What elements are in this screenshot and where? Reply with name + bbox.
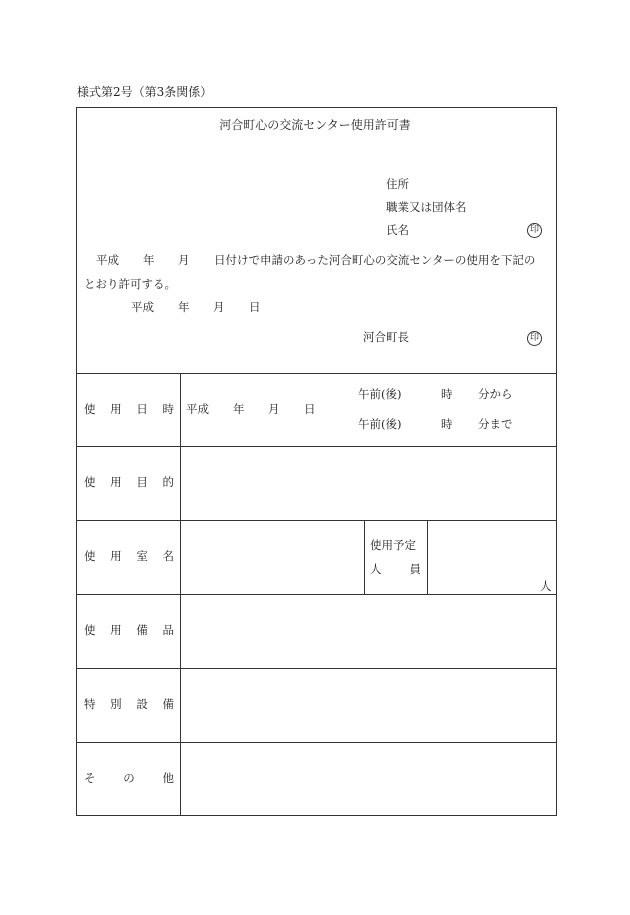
label-char: 別: [110, 697, 122, 711]
label-char: 特: [84, 697, 96, 711]
page-title: 河合町心の交流センター使用許可書: [219, 118, 411, 132]
label-char: の: [123, 771, 135, 785]
address-label: 住所: [386, 177, 409, 191]
table-divider-4: [76, 594, 557, 595]
body-year-unit: 年: [143, 253, 155, 267]
row-label-purpose: [84, 477, 174, 489]
table-divider-2: [76, 446, 557, 447]
row-label-special: [84, 699, 174, 711]
usage-day: 日: [304, 402, 316, 416]
start-hour: 時: [441, 387, 453, 401]
label-char: 室: [136, 549, 148, 563]
label-char: 目: [136, 475, 148, 489]
label-char: 設: [136, 697, 148, 711]
label-char: 使: [84, 623, 96, 637]
form-number: 様式第2号（第3条関係）: [77, 85, 213, 99]
table-divider-1: [76, 373, 557, 374]
label-char: 用: [110, 549, 122, 563]
label-char: 名: [162, 549, 174, 563]
issuer-seal: 印: [527, 331, 542, 346]
usage-era: 平成: [186, 402, 209, 416]
issue-year: 年: [178, 300, 190, 314]
people-unit: 人: [540, 579, 552, 593]
label-column-divider: [180, 373, 181, 816]
row-label-room: [84, 551, 174, 563]
label-char: 日: [136, 402, 148, 416]
label-char: 員: [409, 562, 421, 576]
end-ampm: 午前(後): [358, 417, 402, 431]
row-label-other: [84, 773, 174, 785]
label-char: そ: [84, 771, 96, 785]
label-char: 用: [110, 475, 122, 489]
room-divider-left: [364, 520, 365, 594]
label-char: 時: [162, 402, 174, 416]
usage-year: 年: [233, 402, 245, 416]
body-text-line1: 日付けで申請のあった河合町心の交流センターの使用を下記の: [214, 253, 536, 267]
end-hour: 時: [441, 417, 453, 431]
issue-month: 月: [213, 300, 225, 314]
body-month-unit: 月: [178, 253, 190, 267]
planned-people-label-2: [370, 564, 421, 576]
label-char: 的: [162, 475, 174, 489]
body-era: 平成: [96, 253, 119, 267]
row-label-equipment: [84, 625, 174, 637]
usage-month: 月: [268, 402, 280, 416]
start-ampm: 午前(後): [358, 387, 402, 401]
start-minute: 分から: [478, 387, 513, 401]
occupation-label: 職業又は団体名: [386, 200, 467, 214]
body-text-line2: とおり許可する。: [84, 277, 176, 291]
row-label-usage-datetime: [84, 404, 174, 416]
label-char: 備: [136, 623, 148, 637]
label-char: 用: [110, 623, 122, 637]
planned-people-label: 使用予定: [370, 538, 416, 552]
label-char: 人: [370, 562, 382, 576]
label-char: 品: [162, 623, 174, 637]
issue-era: 平成: [131, 300, 154, 314]
issue-day: 日: [249, 300, 261, 314]
table-divider-5: [76, 668, 557, 669]
label-char: 使: [84, 549, 96, 563]
room-divider-right: [427, 520, 428, 594]
applicant-seal: 印: [527, 223, 542, 238]
table-divider-6: [76, 742, 557, 743]
label-char: 使: [84, 402, 96, 416]
end-minute: 分まで: [478, 417, 513, 431]
label-char: 他: [162, 771, 174, 785]
label-char: 用: [110, 402, 122, 416]
issuer-label: 河合町長: [363, 330, 409, 344]
label-char: 使: [84, 475, 96, 489]
label-char: 備: [162, 697, 174, 711]
table-divider-3: [76, 520, 557, 521]
name-label: 氏名: [386, 223, 409, 237]
